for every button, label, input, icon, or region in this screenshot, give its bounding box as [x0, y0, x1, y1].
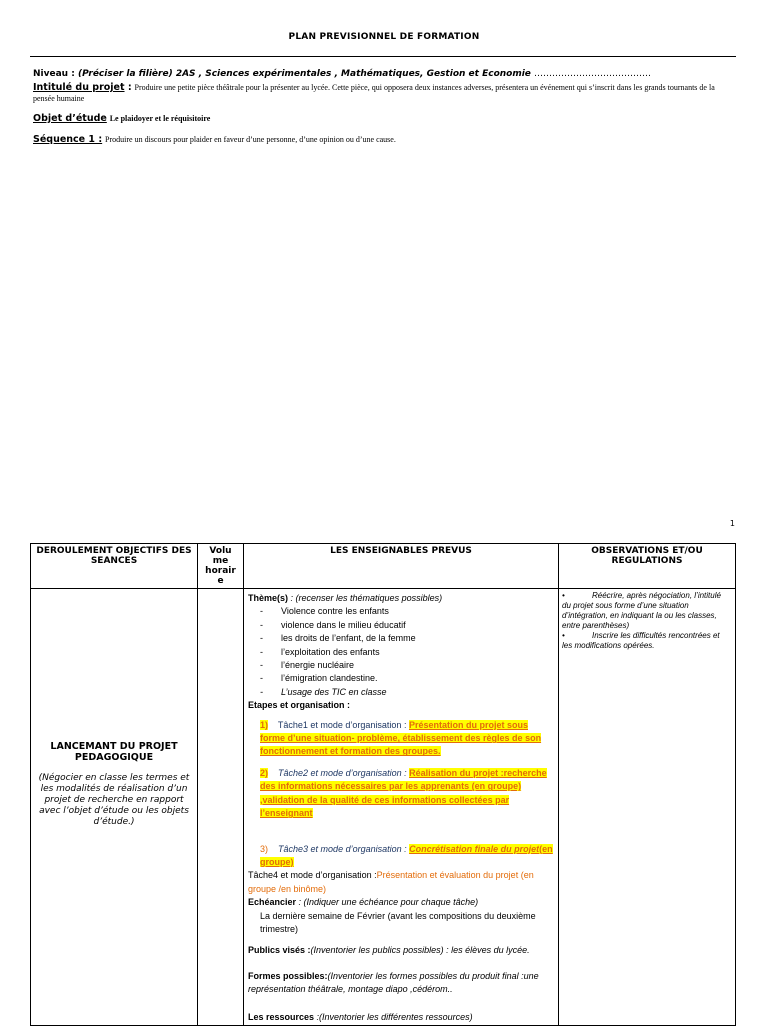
lancement-title: LANCEMANT DU PROJET PEDAGOGIQUE [50, 741, 178, 763]
intitule-colon: : [124, 82, 132, 93]
task3-number: 3) [260, 843, 269, 854]
task2-number: 2) [260, 767, 269, 778]
volume-horaire-cell [198, 589, 244, 1026]
table-row [31, 589, 736, 1026]
task4-text: Présentation et évaluation du projet (en groupe /en binôme) [248, 870, 534, 894]
task-2 [260, 767, 554, 821]
ressources-hint: :(Inventorier les différentes ressources) [314, 1011, 473, 1022]
header-volume-horaire: Volu me horair e [198, 544, 244, 589]
header-enseignables: LES ENSEIGNABLES PREVUS [244, 544, 559, 589]
etapes-label: Etapes et organisation : [248, 700, 351, 711]
task-1 [260, 719, 554, 759]
ressources-label: Les ressources [248, 1011, 315, 1022]
list-item: - les droits de l’enfant, de la femme [260, 632, 554, 645]
list-item: - l’émigration clandestine. [260, 672, 554, 685]
objet-text: Le plaidoyer et le réquisitoire [109, 114, 211, 123]
task2-text: Réalisation du projet :recherche des informations nécessaires par les apprenants (en groupe) ,validation de la qualité de ces informations collectées par l’enseignant [260, 767, 547, 819]
deroulement-cell [31, 589, 198, 1026]
table-header-row [31, 544, 736, 589]
list-item: - l’énergie nucléaire [260, 659, 554, 672]
list-item: - L’usage des TIC en classe [260, 686, 554, 699]
intitule-text: Produire une petite pièce théâtrale pour la présenter au lycée. Cette pièce, qui opposera deux instances adverses, présentera un événement qui s’inscrit dans les grands tournants de la pensée humaine [33, 83, 715, 103]
sequence-text: Produire un discours pour plaider en faveur d’une personne, d’une opinion ou d’une cause. [105, 135, 396, 144]
enseignables-cell [244, 589, 559, 1026]
publics-label: Publics visés : [248, 945, 311, 956]
bullet: • [562, 631, 565, 640]
observations-cell [559, 589, 736, 1026]
formes-hint: (Inventorier les formes possibles du produit final :une représentation théâtrale, montage diapo ,cédérom.. [248, 970, 539, 995]
page-number: 1 [729, 519, 735, 528]
formes-line [248, 970, 554, 997]
observation-item [562, 591, 732, 631]
niveau-dots: ………………………………… [534, 69, 652, 79]
lancement-description: (Négocier en classe les termes et les modalités de réalisation d’un projet de recherche en rapport avec l’objet d’étude ou les objets d’étude.) [38, 773, 190, 827]
formes-label: Formes possibles: [248, 970, 328, 981]
observation-item [562, 631, 732, 651]
lancement-block [35, 741, 193, 828]
sequence-label: Séquence 1 : [33, 134, 103, 145]
title-divider [30, 56, 736, 57]
ressources-line [248, 1011, 554, 1024]
echeancier-text: La dernière semaine de Février (avant les compositions du deuxième trimestre) [260, 910, 536, 934]
document-title: PLAN PREVISIONNEL DE FORMATION [288, 32, 480, 42]
task3-text-a: Concrétisation finale du projet [409, 843, 540, 854]
sequence-line [33, 134, 738, 146]
themes-hint: : (recenser les thématiques possibles) [288, 593, 443, 603]
intitule-line [33, 82, 738, 105]
task4-label: Tâche4 et mode d’organisation : [248, 870, 377, 881]
bullet: • [562, 591, 565, 600]
task-4 [248, 869, 554, 896]
echeancier-heading [248, 896, 554, 909]
echeancier-hint: : (Indiquer une échéance pour chaque tâche) [296, 897, 479, 908]
niveau-hint: (Préciser la filière) [77, 69, 173, 79]
themes-list [248, 605, 554, 699]
list-item: - Violence contre les enfants [260, 605, 554, 618]
niveau-value: 2AS , Sciences expérimentales , Mathématiques, Gestion et Economie [175, 69, 531, 79]
task1-label: Tâche1 et mode d’organisation : [277, 719, 407, 730]
task1-text: Présentation du projet sous forme d’une situation- problème, établissement des règles de son fonctionnement et formation des groupes. [260, 719, 542, 757]
observation-text: Inscrire les difficultés rencontrées et les modifications opérées. [562, 631, 720, 650]
list-item: - l’exploitation des enfants [260, 646, 554, 659]
themes-heading [248, 592, 554, 605]
planning-table [30, 543, 736, 1026]
objet-line [33, 113, 738, 125]
task3-label: Tâche3 et mode d’organisation : [278, 843, 407, 854]
list-item: - violence dans le milieu éducatif [260, 619, 554, 632]
observation-text: Réécrire, après négociation, l’intitulé du projet sous forme d’une situation d’intégration, en indiquant la ou les classes, entre parenthèses) [562, 591, 721, 630]
publics-hint: (Inventorier les publics possibles) : les élèves du lycée. [310, 945, 530, 956]
task-3 [260, 843, 554, 870]
niveau-line [33, 69, 738, 80]
objet-label: Objet d’étude [33, 113, 107, 124]
intitule-label: Intitulé du projet [33, 82, 125, 93]
publics-line [248, 944, 554, 957]
echeancier-label: Echéancier [248, 897, 297, 908]
themes-label: Thème(s) [248, 593, 289, 603]
niveau-label: Niveau : [33, 69, 75, 79]
task3-text-b: (en groupe) [260, 843, 553, 867]
header-observations: OBSERVATIONS ET/OU REGULATIONS [559, 544, 736, 589]
task2-label: Tâche2 et mode d’organisation : [278, 767, 407, 778]
header-deroulement: DEROULEMENT OBJECTIFS DES SEANCES [31, 544, 198, 589]
task1-number: 1) [260, 719, 269, 730]
